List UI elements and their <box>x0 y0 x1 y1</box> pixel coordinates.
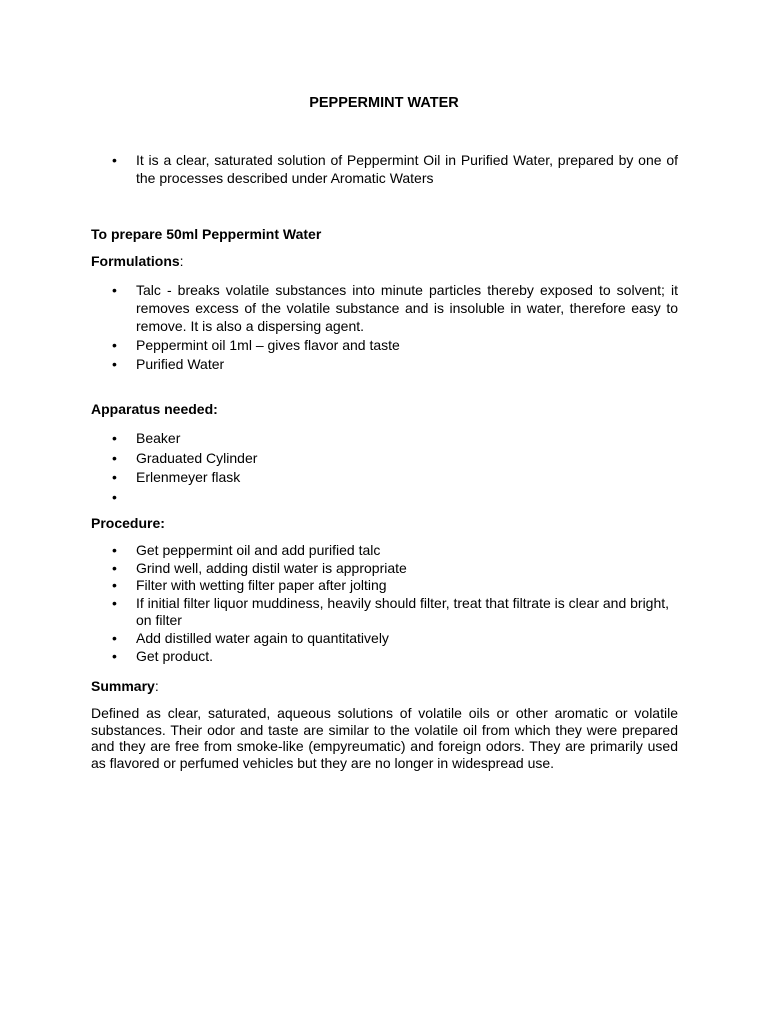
bullet-icon: • <box>112 282 117 298</box>
list-item-text: Talc - breaks volatile substances into minute particles thereby exposed to solvent; it removes excess of the volatile substance and is insoluble in water, therefore easy to remove. It is also a dispersing agent. <box>136 282 678 334</box>
bullet-icon: • <box>112 488 117 505</box>
bullet-icon: • <box>112 449 117 466</box>
summary-heading-colon: : <box>154 678 159 694</box>
bullet-icon: • <box>112 594 117 611</box>
formulations-list <box>91 281 678 373</box>
bullet-icon: • <box>112 152 117 168</box>
prepare-heading: To prepare 50ml Peppermint Water <box>91 226 322 242</box>
page-title: PEPPERMINT WATER <box>309 95 459 111</box>
list-item-text: Graduated Cylinder <box>136 449 258 466</box>
apparatus-section <box>91 400 678 418</box>
formulations-section <box>91 252 678 270</box>
list-item-text: Get product. <box>136 648 214 664</box>
list-item <box>91 355 678 373</box>
formulations-heading <box>91 252 678 270</box>
list-item-text: Add distilled water again to quantitatively <box>136 629 389 646</box>
list-item <box>91 542 678 560</box>
list-item <box>91 449 678 467</box>
prepare-section <box>91 225 678 243</box>
list-item <box>91 336 678 354</box>
formulations-heading-colon: : <box>179 253 184 269</box>
summary-heading-text: Summary <box>91 678 155 694</box>
summary-paragraph: Defined as clear, saturated, aqueous solutions of volatile oils or other aromatic or volatile substances. Their odor and taste are similar to the volatile oil from which they were prepared and they are free from smoke-like (empyreumatic) and foreign odors. They are primarily used as flavored or perfumed vehicles but they are no longer in widespread use. <box>91 705 678 771</box>
bullet-icon: • <box>112 430 117 446</box>
list-item <box>91 577 678 595</box>
list-item-text: Purified Water <box>136 356 225 372</box>
list-item-text: Grind well, adding distil water is appropriate <box>136 559 407 576</box>
apparatus-list-section <box>91 429 678 506</box>
list-item <box>91 595 678 630</box>
bullet-icon: • <box>112 577 117 593</box>
bullet-icon: • <box>112 542 117 558</box>
procedure-list-section <box>91 542 678 666</box>
apparatus-list <box>91 429 678 506</box>
list-item-text: If initial filter liquor muddiness, heavily should filter, treat that filtrate is clear and bright, on filter <box>136 594 670 628</box>
procedure-section <box>91 514 678 532</box>
procedure-list <box>91 542 678 666</box>
bullet-icon: • <box>112 648 117 664</box>
list-item-text: Get peppermint oil and add purified talc <box>136 542 381 558</box>
list-item <box>91 281 678 335</box>
summary-heading <box>91 677 678 695</box>
formulations-list-section <box>91 281 678 373</box>
bullet-icon: • <box>112 629 117 646</box>
list-item-text: Erlenmeyer flask <box>136 469 241 485</box>
intro-section <box>91 151 678 187</box>
list-item-text: Filter with wetting filter paper after jolting <box>136 577 387 593</box>
bullet-icon: • <box>112 337 117 353</box>
list-item-text: Peppermint oil 1ml – gives flavor and taste <box>136 337 400 353</box>
list-item <box>91 151 678 187</box>
list-item <box>91 429 678 447</box>
apparatus-heading: Apparatus needed: <box>91 401 218 417</box>
list-item <box>91 468 678 486</box>
bullet-icon: • <box>112 469 117 485</box>
summary-body-section <box>91 705 678 771</box>
list-item <box>91 648 678 666</box>
list-item-text: Beaker <box>136 430 181 446</box>
procedure-heading: Procedure: <box>91 515 165 531</box>
list-item <box>91 488 678 506</box>
summary-section <box>91 677 678 695</box>
intro-list <box>91 151 678 187</box>
bullet-icon: • <box>112 356 117 372</box>
formulations-heading-text: Formulations <box>91 253 180 269</box>
bullet-icon: • <box>112 559 117 576</box>
list-item <box>91 560 678 578</box>
list-item <box>91 630 678 648</box>
list-item-text: It is a clear, saturated solution of Peppermint Oil in Purified Water, prepared by one of the processes described under Aromatic Waters <box>136 152 678 186</box>
